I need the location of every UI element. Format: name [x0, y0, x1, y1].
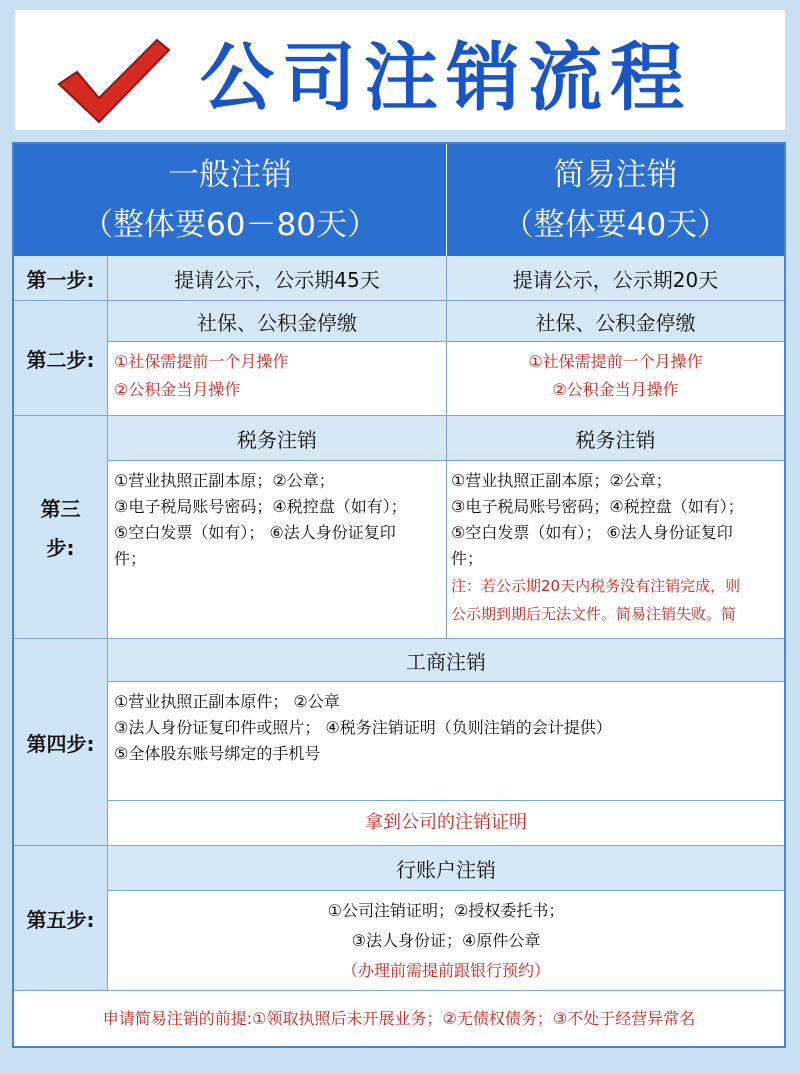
general-column-header — [14, 144, 446, 256]
red-checkmark-icon — [53, 32, 173, 127]
step1-label: 第一步: — [14, 256, 108, 300]
step3-general-title: 税务注销 — [108, 416, 446, 460]
step2-general-title: 社保、公积金停缴 — [108, 301, 446, 341]
step3-simple-requirements — [451, 468, 781, 636]
step2-general-note-1: ①社保需提前一个月操作 — [114, 352, 289, 371]
step3-general-line-3: ⑤空白发票（如有）； ⑥法人身份证复印 — [114, 523, 396, 542]
step3-general-line-1: ①营业执照正副本原；②公章； — [114, 471, 335, 490]
step5-label: 第五步: — [14, 846, 108, 990]
step5-note: （办理前需提前跟银行预约） — [341, 961, 550, 980]
step2-general-note-2: ②公积金当月操作 — [114, 380, 241, 399]
step3-simple-line-4: 件； — [451, 549, 484, 568]
step3-simple-note-1: 注：若公示期20天内税务没有注销完成，则 — [451, 577, 741, 595]
step1-simple: 提请公示，公示期20天 — [447, 256, 784, 300]
step3-simple-line-3: ⑤空白发票（如有）； ⑥法人身份证复印 — [451, 523, 733, 542]
general-duration: （整体要60－80天） — [82, 207, 378, 243]
step4-line-2: ③法人身份证复印件或照片； ④税务注销证明（负则注销的会计提供） — [114, 718, 612, 737]
step2-simple-notes — [447, 348, 784, 408]
step3-label-line1: 第三 — [40, 497, 81, 521]
step4-requirements — [114, 689, 774, 789]
row-divider — [108, 890, 784, 891]
step3-simple-title: 税务注销 — [447, 416, 784, 460]
footer-prerequisite: 申请简易注销的前提:①领取执照后未开展业务；②无债权债务；③不处于经营异常名 — [102, 1009, 696, 1028]
page-title: 公司注销流程 — [200, 35, 692, 121]
step5-line-1: ①公司注销证明；②授权委托书； — [327, 901, 565, 920]
step4-result: 拿到公司的注销证明 — [365, 812, 527, 833]
step2-simple-note-2: ②公积金当月操作 — [552, 380, 679, 399]
column-divider — [446, 256, 447, 638]
step1-general: 提请公示，公示期45天 — [108, 256, 446, 300]
step2-label: 第二步: — [14, 301, 108, 415]
step2-simple-title: 社保、公积金停缴 — [447, 301, 784, 341]
simple-column-header — [447, 144, 784, 256]
step5-requirements — [108, 896, 784, 988]
row-divider — [108, 681, 784, 682]
step3-general-line-2: ③电子税局账号密码；④税控盘（如有）； — [114, 497, 407, 516]
step5-title: 行账户注销 — [108, 846, 784, 890]
title-banner — [15, 10, 785, 130]
step4-title: 工商注销 — [108, 639, 784, 681]
header-divider — [446, 144, 447, 256]
step3-general-line-4: 件； — [114, 549, 147, 568]
step4-line-3: ⑤全体股东账号绑定的手机号 — [114, 744, 321, 763]
step3-simple-note-2: 公示期到期后无法文件。简易注销失败。简 — [451, 605, 737, 623]
step2-general-notes — [114, 348, 440, 408]
simple-duration: （整体要40天） — [502, 207, 729, 243]
process-table — [12, 142, 786, 1048]
step4-label: 第四步: — [14, 639, 108, 845]
simple-title: 简易注销 — [553, 157, 678, 193]
step3-general-requirements — [114, 468, 440, 628]
general-title: 一般注销 — [168, 157, 292, 193]
step3-simple-line-1: ①营业执照正副本原；②公章； — [451, 471, 672, 490]
step3-label — [14, 416, 108, 638]
step2-simple-note-1: ①社保需提前一个月操作 — [528, 352, 703, 371]
step3-label-line2: 步: — [46, 536, 75, 560]
step3-simple-line-2: ③电子税局账号密码；④税控盘（如有）； — [451, 497, 744, 516]
step5-line-2: ③法人身份证；④原件公章 — [351, 931, 541, 950]
step4-line-1: ①营业执照正副本原件； ②公章 — [114, 692, 340, 711]
